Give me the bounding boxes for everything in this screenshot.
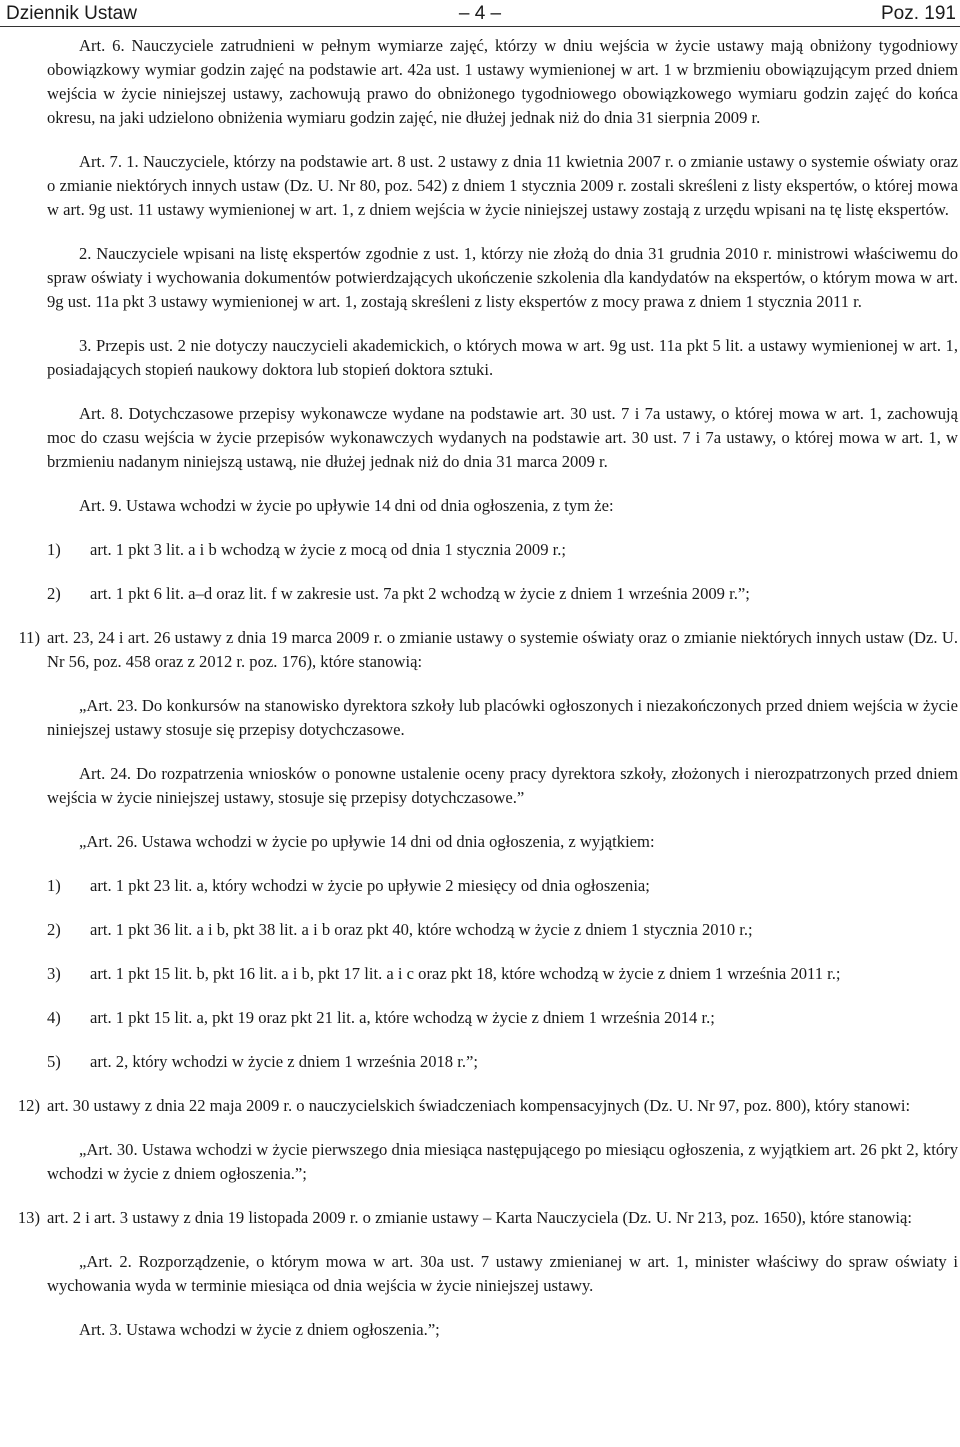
journal-title: Dziennik Ustaw [6, 3, 137, 24]
list-item: 4) art. 1 pkt 15 lit. a, pkt 19 oraz pkt 21 lit. a, które wchodzą w życie z dniem 1 września 2014 r.; [47, 1008, 715, 1027]
article-23: „Art. 23. Do konkursów na stanowisko dyrektora szkoły lub placówki ogłoszonych i niezakończonych przed dniem wejścia w życie niniejszej ustawy stosuje się przepisy dotychczasowe. [47, 696, 958, 739]
list-item: 5) art. 2, który wchodzi w życie z dniem 1 września 2018 r.”; [47, 1052, 478, 1071]
article-7-par-3: 3. Przepis ust. 2 nie dotyczy nauczycieli akademickich, o których mowa w art. 9g ust. 11a pkt 5 lit. a ustawy wymienionej w art. 1, posiadających stopień naukowy doktora lub stopień doktora sztuki. [47, 336, 958, 379]
page-header [0, 0, 960, 24]
article-8: Art. 8. Dotychczasowe przepisy wykonawcze wydane na podstawie art. 30 ust. 7 i 7a ustawy, o której mowa w art. 1, zachowują moc do czasu wejścia w życie przepisów wykonawczych wydanych na podstawie art. 30 ust. 7 i 7a ustawy, o której mowa w art. 1, w brzmieniu nadanym niniejszą ustawą, nie dłużej jednak niż do dnia 31 marca 2009 r. [47, 404, 958, 471]
header-divider [0, 26, 960, 27]
amendment-item-12: 12) art. 30 ustawy z dnia 22 maja 2009 r. o nauczycielskich świadczeniach kompensacyjnych (Dz. U. Nr 97, poz. 800), który stanowi: [17, 1096, 911, 1115]
position-number: Poz. 191 [881, 3, 956, 24]
page-number: – 4 – [458, 3, 502, 24]
list-item: 1) art. 1 pkt 3 lit. a i b wchodzą w życie z mocą od dnia 1 stycznia 2009 r.; [47, 540, 567, 559]
article-30: „Art. 30. Ustawa wchodzi w życie pierwszego dnia miesiąca następującego po miesiącu ogłoszenia, z wyjątkiem art. 26 pkt 2, który wchodzi w życie z dniem ogłoszenia.”; [47, 1140, 958, 1183]
article-9: Art. 9. Ustawa wchodzi w życie po upływie 14 dni od dnia ogłoszenia, z tym że: [79, 496, 614, 515]
article-24: Art. 24. Do rozpatrzenia wniosków o ponowne ustalenie oceny pracy dyrektora szkoły, złożonych i nierozpatrzonych przed dniem wejścia w życie niniejszej ustawy, stosuje się przepisy dotychczasowe.” [47, 764, 958, 807]
list-item: 3) art. 1 pkt 15 lit. b, pkt 16 lit. a i b, pkt 17 lit. a i c oraz pkt 18, które wchodzą w życie z dniem 1 września 2011 r.; [47, 964, 841, 983]
list-item: 1) art. 1 pkt 23 lit. a, który wchodzi w życie po upływie 2 miesięcy od dnia ogłoszenia; [47, 876, 650, 895]
article-26: „Art. 26. Ustawa wchodzi w życie po upływie 14 dni od dnia ogłoszenia, z wyjątkiem: [79, 832, 655, 851]
document-body [0, 34, 960, 1362]
article-7-par-1: Art. 7. 1. Nauczyciele, którzy na podstawie art. 8 ust. 2 ustawy z dnia 11 kwietnia 2007 r. o zmianie ustawy o systemie oświaty oraz o zmianie niektórych innych ustaw (Dz. U. Nr 80, poz. 542) z dniem 1 stycznia 2009 r. zostali skreśleni z listy ekspertów, o której mowa w art. 9g ust. 11 ustawy wymienionej w art. 1, z dniem wejścia w życie niniejszej ustawy zostają z urzędu wpisani na tę listę ekspertów. [47, 152, 958, 219]
article-7-par-2: 2. Nauczyciele wpisani na listę ekspertów zgodnie z ust. 1, którzy nie złożą do dnia 31 grudnia 2010 r. ministrowi właściwemu do spraw oświaty i wychowania dokumentów potwierdzających ukończenie szkolenia dla kandydatów na ekspertów, o którym mowa w art. 9g ust. 11a pkt 3 ustawy wymienionej w art. 1, zostają skreśleni z listy ekspertów z mocy prawa z dniem 1 stycznia 2011 r. [47, 244, 958, 311]
amendment-item-13: 13) art. 2 i art. 3 ustawy z dnia 19 listopada 2009 r. o zmianie ustawy – Karta Nauczyciela (Dz. U. Nr 213, poz. 1650), które stanowią: [17, 1208, 912, 1227]
list-item: 2) art. 1 pkt 36 lit. a i b, pkt 38 lit. a i b oraz pkt 40, które wchodzą w życie z dniem 1 stycznia 2010 r.; [47, 920, 753, 939]
list-item: 2) art. 1 pkt 6 lit. a–d oraz lit. f w zakresie ust. 7a pkt 2 wchodzą w życie z dniem 1 września 2009 r.”; [47, 584, 750, 603]
article-2: „Art. 2. Rozporządzenie, o którym mowa w art. 30a ust. 7 ustawy zmienianej w art. 1, minister właściwy do spraw oświaty i wychowania wyda w terminie miesiąca od dnia wejścia w życie niniejszej ustawy. [47, 1252, 958, 1295]
article-6: Art. 6. Nauczyciele zatrudnieni w pełnym wymiarze zajęć, którzy w dniu wejścia w życie ustawy mają obniżony tygodniowy obowiązkowy wymiar godzin zajęć na podstawie art. 42a ust. 1 ustawy wymienionej w art. 1 w brzmieniu obowiązującym przed dniem wejścia w życie niniejszej ustawy, zachowują prawo do obniżonego tygodniowego obowiązkowego wymiaru godzin zajęć do końca okresu, na jaki udzielono obniżenia wymiaru godzin zajęć, nie dłużej jednak niż do dnia 31 sierpnia 2009 r. [47, 36, 958, 127]
amendment-item-11: 11) art. 23, 24 i art. 26 ustawy z dnia 19 marca 2009 r. o zmianie ustawy o systemie oświaty oraz o zmianie niektórych innych ustaw (Dz. U. Nr 56, poz. 458 oraz z 2012 r. poz. 176), które stanowią: [18, 628, 958, 671]
article-3: Art. 3. Ustawa wchodzi w życie z dniem ogłoszenia.”; [79, 1320, 440, 1339]
